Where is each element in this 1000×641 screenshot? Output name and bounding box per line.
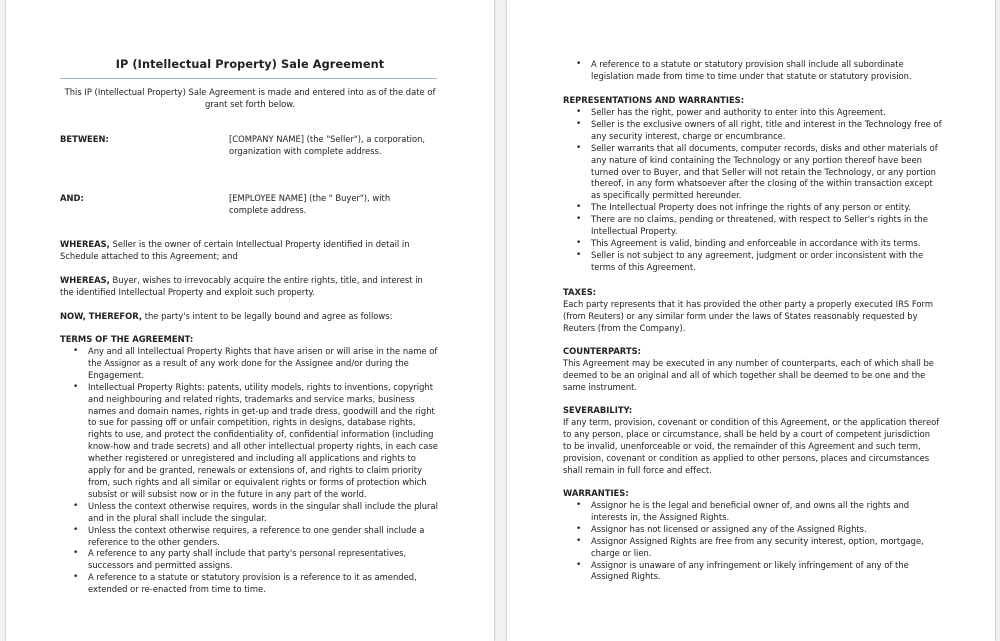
whereas-paragraph-1: WHEREAS, Seller is the owner of certain Intellectual Property identified in detail in Schedule attached to this Agreement; and bbox=[60, 239, 410, 261]
whereas-paragraph-2: WHEREAS, Buyer, wishes to irrevocably acquire the entire rights, title, and interest in the identified Intellectual Property and exploit such property. bbox=[60, 275, 423, 297]
now-therefor-paragraph: NOW, THEREFOR, the party's intent to be legally bound and agree as follows: bbox=[60, 311, 393, 321]
list-item: • Assignor is unaware of any infringement or likely infringement of any of the Assigned Rights. bbox=[563, 560, 943, 584]
list-item: • Intellectual Property Rights: patents, utility models, rights to inventions, copyright and neighbouring and related rights, trademarks and service marks, business names and domain names, rights in get-up and trade dress, goodwill and the right to sue for passing off or unfair competition, rights in designs, database rights, rights to use, and protect the confidentiality of, confidential information (including know-how and trade secrets) and all other intellectual property rights, in each case whether registered or unregistered and including all applications and rights to apply for and be granted, renewals or extensions of, and rights to claim priority from, such rights and all similar or equivalent rights or forms of protection which subsist or will subsist now or in the future in any part of the world. bbox=[60, 382, 440, 501]
list-item: • Unless the context otherwise requires, words in the singular shall include the plural and in the plural shall include the singular. bbox=[60, 501, 440, 525]
title-underline bbox=[60, 78, 437, 79]
representations-list bbox=[563, 107, 943, 274]
intro-paragraph: This IP (Intellectual Property) Sale Agreement is made and entered into as of the date of grant set forth below. bbox=[64, 87, 436, 109]
list-item: • A reference to any party shall include that party's personal representatives, successors and permitted assigns. bbox=[60, 548, 440, 572]
list-item: • A reference to a statute or statutory provision shall include all subordinate legislation made from time to time under that statute or statutory provision. bbox=[563, 59, 941, 83]
list-item: • Assignor has not licensed or assigned any of the Assigned Rights. bbox=[563, 524, 943, 536]
list-item: • Seller has the right, power and authority to enter into this Agreement. bbox=[563, 107, 943, 119]
list-item: • Assignor Assigned Rights are free from any security interest, option, mortgage, charge or lien. bbox=[563, 536, 943, 560]
terms-heading: TERMS OF THE AGREEMENT: bbox=[60, 334, 194, 344]
taxes-paragraph: Each party represents that it has provided the other party a properly executed IRS Form (from Reuters) or any similar form under the laws of States reasonably requested by Reuters (from the Company). bbox=[563, 299, 933, 333]
counterparts-heading: COUNTERPARTS: bbox=[563, 346, 641, 356]
taxes-heading: TAXES: bbox=[563, 287, 597, 297]
terms-list bbox=[60, 346, 440, 596]
list-item: • Seller is the exclusive owners of all right, title and interest in the Technology free of any security interest, charge or encumbrance. bbox=[563, 119, 943, 143]
document-page-2 bbox=[507, 0, 995, 641]
continued-list bbox=[563, 59, 941, 83]
between-label: BETWEEN: bbox=[60, 134, 109, 144]
list-item: • This Agreement is valid, binding and enforceable in accordance with its terms. bbox=[563, 238, 943, 250]
document-title: IP (Intellectual Property) Sale Agreement bbox=[115, 58, 385, 71]
list-item: • Unless the context otherwise requires, a reference to one gender shall include a reference to the other genders. bbox=[60, 525, 440, 549]
list-item: • Assignor he is the legal and beneficial owner of, and owns all the rights and interests in, the Assigned Rights. bbox=[563, 500, 943, 524]
list-item: • Seller is not subject to any agreement, judgment or order inconsistent with the terms of this Agreement. bbox=[563, 250, 943, 274]
counterparts-paragraph: This Agreement may be executed in any number of counterparts, each of which shall be deemed to be an original and all of which together shall be deemed to be one and the same instrument. bbox=[563, 358, 934, 392]
severability-paragraph: If any term, provision, covenant or condition of this Agreement, or the application thereof to any person, place or circumstance, shall be held by a court of competent jurisdiction to be invalid, unenforceable or void, the remainder of this Agreement and such term, provision, covenant or condition as applied to other persons, places and circumstances shall remain in full force and effect. bbox=[563, 417, 940, 475]
document-page-1 bbox=[6, 0, 494, 641]
list-item: • A reference to a statute or statutory provision is a reference to it as amended, extended or re-enacted from time to time. bbox=[60, 572, 440, 596]
list-item: • Seller warrants that all documents, computer records, disks and other materials of any nature of kind containing the Technology or any portion thereof have been turned over to Buyer, and that Seller will not retain the Technology, or any portion thereof, in any form whatsoever after the closing of the within transaction except as specifically permitted hereunder. bbox=[563, 143, 943, 203]
list-item: • Any and all Intellectual Property Rights that have arisen or will arise in the name of the Assignor as a result of any work done for the Assignee and/or during the Engagement. bbox=[60, 346, 440, 382]
severability-heading: SEVERABILITY: bbox=[563, 405, 633, 415]
between-party: [COMPANY NAME] (the "Seller"), a corporation, organization with complete address. bbox=[229, 134, 426, 156]
warranties-list bbox=[563, 500, 943, 583]
and-party: [EMPLOYEE NAME] (the " Buyer"), with complete address. bbox=[229, 193, 391, 215]
and-label: AND: bbox=[60, 193, 84, 203]
list-item: • The Intellectual Property does not infringe the rights of any person or entity. bbox=[563, 202, 943, 214]
warranties-heading: WARRANTIES: bbox=[563, 488, 629, 498]
representations-heading: REPRESENTATIONS AND WARRANTIES: bbox=[563, 95, 745, 105]
list-item: • There are no claims, pending or threatened, with respect to Seller's rights in the Intellectual Property. bbox=[563, 214, 943, 238]
